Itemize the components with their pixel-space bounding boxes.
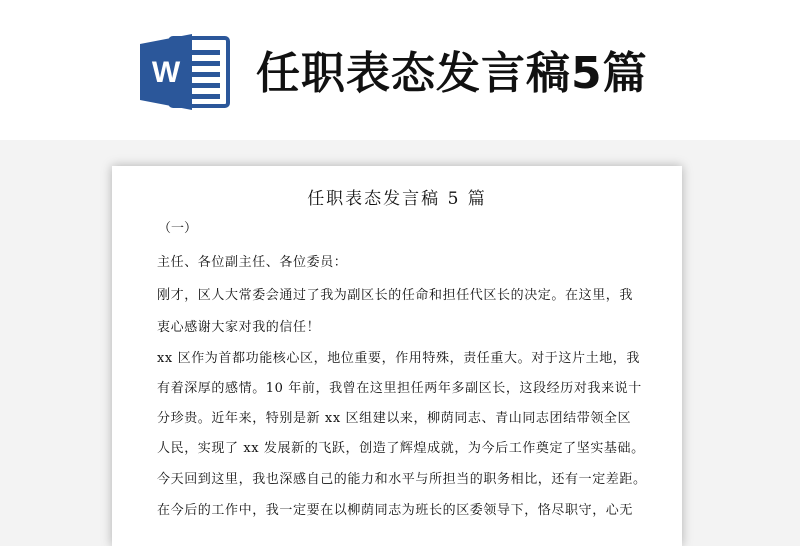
paragraph-line: 刚才，区人大常委会通过了我为副区长的任命和担任代区长的决定。在这里，我 (157, 288, 634, 303)
document-title: 任职表态发言稿 5 篇 (307, 189, 487, 209)
paragraph-line: xx 区作为首都功能核心区，地位重要，作用特殊，责任重大。对于这片土地，我 (157, 351, 640, 366)
paragraph-line: 今天回到这里，我也深感自己的能力和水平与所担当的职务相比，还有一定差距。 (157, 472, 647, 487)
svg-text:W: W (151, 56, 181, 89)
paragraph-line: 在今后的工作中，我一定要在以柳荫同志为班长的区委领导下，恪尽职守，心无 (157, 503, 634, 518)
header-banner (0, 0, 800, 140)
document-page (112, 166, 682, 546)
word-document-icon (140, 34, 232, 110)
paragraph-line: 人民，实现了 xx 发展新的飞跃，创造了辉煌成就，为今后工作奠定了坚实基础。 (157, 441, 645, 456)
paragraph-line: 衷心感谢大家对我的信任！ (157, 320, 321, 335)
section-heading: （一） (158, 221, 198, 236)
paragraph-line: 有着深厚的感情。10 年前，我曾在这里担任两年多副区长，这段经历对我来说十 (157, 381, 642, 396)
paragraph-line: 主任、各位副主任、各位委员： (157, 255, 348, 270)
banner-title: 任职表态发言稿5篇 (256, 48, 648, 99)
paragraph-line: 分珍贵。近年来，特别是新 xx 区组建以来，柳荫同志、青山同志团结带领全区 (157, 411, 632, 426)
